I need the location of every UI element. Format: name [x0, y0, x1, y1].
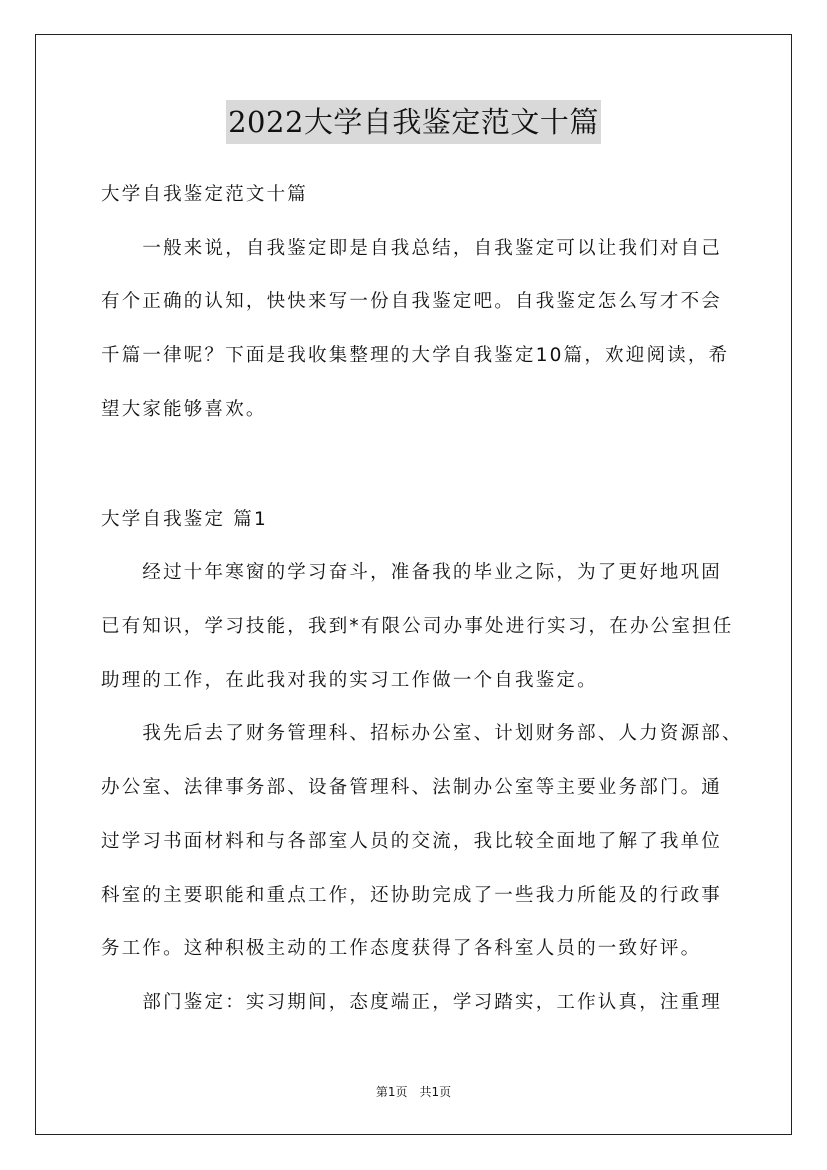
body-line: 已有知识，学习技能，我到*有限公司办事处进行实习，在办公室担任	[101, 616, 734, 637]
intro-line: 一般来说，自我鉴定即是自我总结，自我鉴定可以让我们对自己	[101, 238, 723, 259]
intro-line: 千篇一律呢？下面是我收集整理的大学自我鉴定10篇，欢迎阅读，希	[101, 345, 730, 366]
page-footer: 第1页 共1页	[375, 1085, 452, 1099]
body-line: 助理的工作，在此我对我的实习工作做一个自我鉴定。	[101, 670, 598, 691]
section-heading: 大学自我鉴定 篇1	[101, 509, 268, 530]
intro-line: 望大家能够喜欢。	[101, 399, 267, 420]
intro-line: 有个正确的认知，快快来写一份自我鉴定吧。自我鉴定怎么写才不会	[101, 291, 723, 312]
body-line: 过学习书面材料和与各部室人员的交流，我比较全面地了解了我单位	[101, 831, 723, 852]
body-line: 部门鉴定：实习期间，态度端正，学习踏实，工作认真，注重理	[101, 992, 723, 1013]
body-line: 我先后去了财务管理科、招标办公室、计划财务部、人力资源部、	[101, 723, 743, 744]
body-line: 务工作。这种积极主动的工作态度获得了各科室人员的一致好评。	[101, 938, 702, 959]
body-line: 经过十年寒窗的学习奋斗，准备我的毕业之际，为了更好地巩固	[101, 562, 723, 583]
document-title: 2022大学自我鉴定范文十篇	[226, 100, 601, 144]
subtitle: 大学自我鉴定范文十篇	[101, 184, 309, 205]
body-line: 科室的主要职能和重点工作，还协助完成了一些我力所能及的行政事	[101, 885, 723, 906]
body-line: 办公室、法律事务部、设备管理科、法制办公室等主要业务部门。通	[101, 777, 723, 798]
